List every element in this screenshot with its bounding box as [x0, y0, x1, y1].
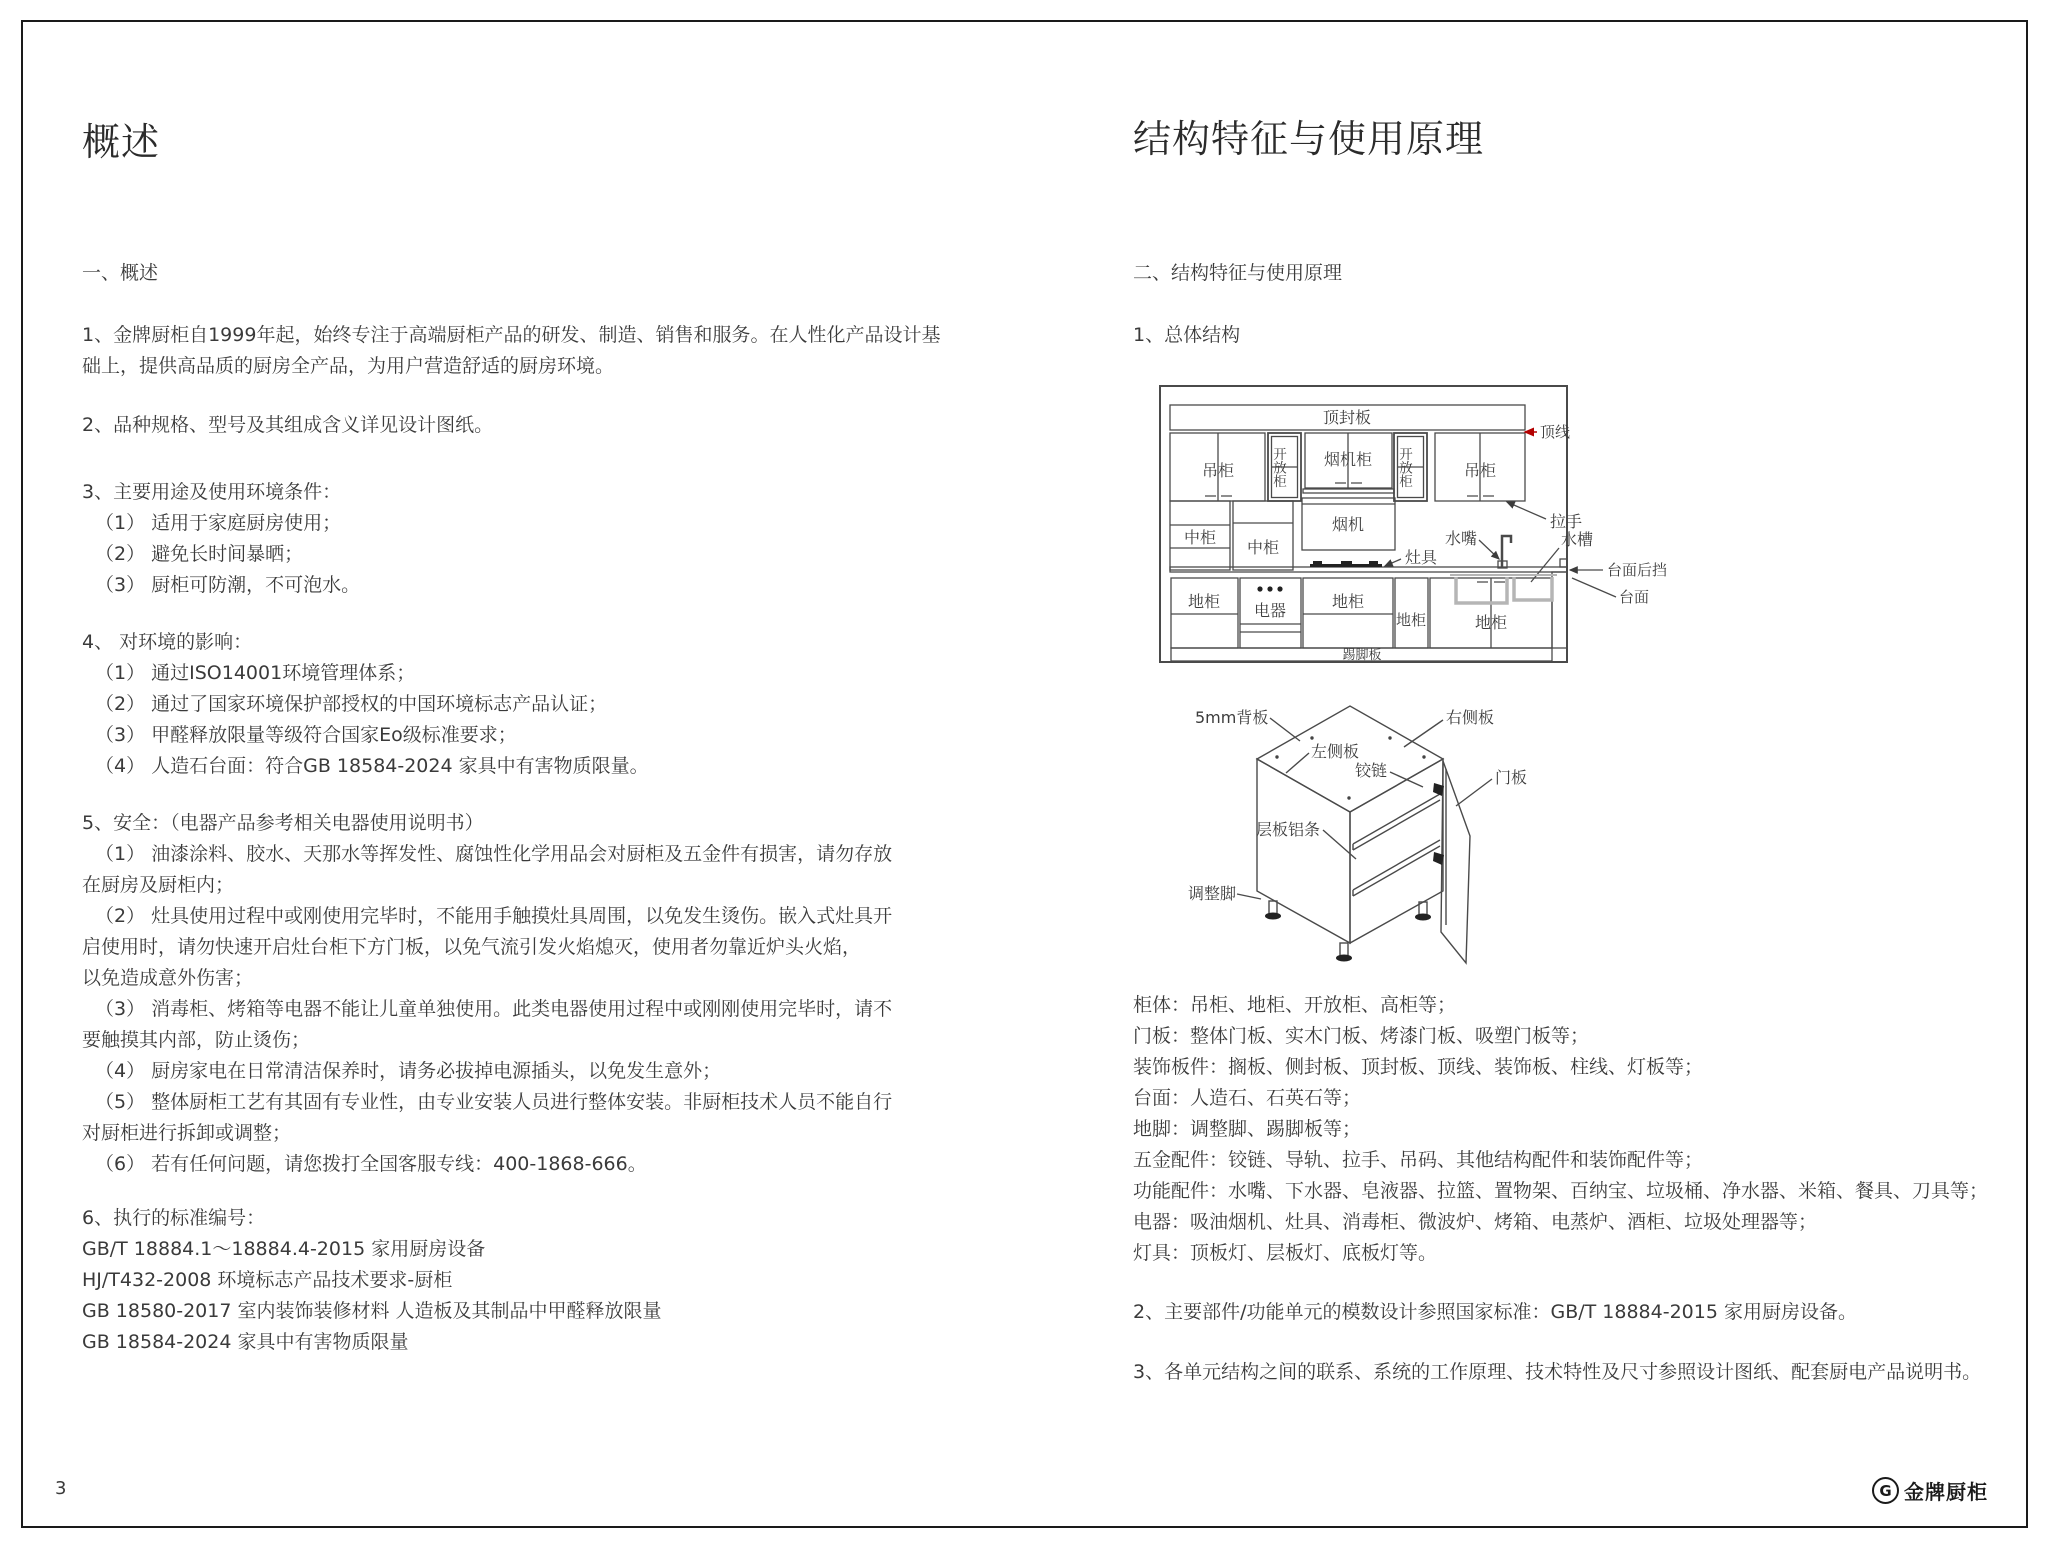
- right-section-heading: 二、结构特征与使用原理: [1133, 262, 1343, 284]
- left-page-title: 概述: [82, 120, 161, 164]
- label-appliance: 电器: [1253, 601, 1287, 620]
- paragraph-line: （6） 若有任何问题，请您拨打全国客服专线：400-1868-666。: [95, 1153, 647, 1175]
- paragraph-line: 对厨柜进行拆卸或调整；: [82, 1122, 292, 1144]
- component-line: 台面：人造石、石英石等；: [1133, 1087, 1362, 1109]
- shelf-strip-leader: [1323, 830, 1356, 859]
- label-counter: 台面: [1619, 588, 1650, 606]
- label-open-cabinet: 开放柜: [1270, 447, 1286, 488]
- standard-line: HJ/T432-2008 环境标志产品技术要求-厨柜: [82, 1269, 453, 1291]
- label-handle: 拉手: [1550, 512, 1583, 531]
- component-line: 电器：吸油烟机、灶具、消毒柜、微波炉、烤箱、电蒸炉、酒柜、垃圾处理器等；: [1133, 1211, 1818, 1233]
- faucet-leader: [1479, 540, 1499, 559]
- paragraph-line: 4、 对环境的影响：: [82, 631, 253, 653]
- paragraph-line: （5） 整体厨柜工艺有其固有专业性，由专业安装人员进行整体安装。非厨柜技术人员不能自行: [95, 1091, 893, 1113]
- paragraph-line: （2） 灶具使用过程中或刚使用完毕时，不能用手触摸灶具周围，以免发生烫伤。嵌入式灶具开: [95, 905, 893, 927]
- paragraph-line: 2、品种规格、型号及其组成含义详见设计图纸。: [82, 414, 494, 436]
- component-line: 地脚：调整脚、踢脚板等；: [1133, 1118, 1362, 1140]
- note-line: 2、主要部件/功能单元的模数设计参照国家标准：GB/T 18884-2015 家用厨房设备。: [1133, 1301, 1857, 1323]
- left-section-heading: 一、概述: [82, 262, 159, 284]
- note-line: 3、各单元结构之间的联系、系统的工作原理、技术特性及尺寸参照设计图纸、配套厨电产品说明书。: [1133, 1361, 1982, 1383]
- page-number: 3: [55, 1478, 67, 1499]
- label-left-panel: 左侧板: [1311, 742, 1360, 761]
- hinge-leader: [1390, 772, 1423, 787]
- label-top-board: 顶封板: [1322, 408, 1372, 427]
- right-sub-heading: 1、总体结构: [1133, 324, 1241, 346]
- paragraph-line: （2） 避免长时间暴晒；: [95, 543, 304, 565]
- component-line: 装饰板件：搁板、侧封板、顶封板、顶线、装饰板、柱线、灯板等；: [1133, 1056, 1704, 1078]
- label-faucet: 水嘴: [1444, 529, 1477, 548]
- label-mid-cabinet: 中柜: [1246, 538, 1280, 557]
- paragraph-line: （1） 通过ISO14001环境管理体系；: [95, 662, 416, 684]
- counter-leader: [1572, 578, 1616, 597]
- label-top-line: 顶线: [1540, 423, 1571, 441]
- label-base-cabinet: 地柜: [1331, 592, 1365, 611]
- label-hinge: 铰链: [1354, 761, 1387, 780]
- paragraph-line: 以免造成意外伤害；: [82, 967, 254, 989]
- cooktop-drawing: [1310, 561, 1382, 567]
- label-hood: 烟机: [1331, 515, 1365, 534]
- label-open-cabinet: 开放柜: [1396, 447, 1412, 488]
- label-door-panel: 门板: [1495, 768, 1528, 787]
- appliance-knobs: [1257, 586, 1282, 591]
- component-line: 五金配件：铰链、导轨、拉手、吊码、其他结构配件和装饰配件等；: [1133, 1149, 1704, 1171]
- component-line: 灯具：顶板灯、层板灯、底板灯等。: [1133, 1242, 1438, 1264]
- paragraph-line: （4） 人造石台面：符合GB 18584-2024 家具中有害物质限量。: [95, 755, 649, 777]
- left-panel-leader: [1286, 753, 1309, 773]
- paragraph-line: 6、执行的标准编号：: [82, 1207, 266, 1229]
- sink-leader: [1531, 548, 1559, 582]
- paragraph-line: 3、主要用途及使用环境条件：: [82, 481, 342, 503]
- back-panel-leader: [1270, 718, 1300, 741]
- kitchen-elevation-diagram: [1155, 383, 1730, 673]
- right-page-title: 结构特征与使用原理: [1133, 117, 1485, 161]
- label-mid-cabinet: 中柜: [1183, 528, 1217, 547]
- label-kick-board: 踢脚板: [1342, 648, 1382, 663]
- component-line: 功能配件：水嘴、下水器、皂液器、拉篮、置物架、百纳宝、垃圾桶、净水器、米箱、餐具、刀具等；: [1133, 1180, 1989, 1202]
- component-line: 门板：整体门板、实木门板、烤漆门板、吸塑门板等；: [1133, 1025, 1590, 1047]
- door-leader: [1456, 779, 1492, 806]
- paragraph-line: （1） 油漆涂料、胶水、天那水等挥发性、腐蚀性化学用品会对厨柜及五金件有损害，请勿存放: [95, 843, 893, 865]
- label-counter-back: 台面后挡: [1607, 561, 1668, 579]
- paragraph-line: （1） 适用于家庭厨房使用；: [95, 512, 342, 534]
- label-base-cabinet: 地柜: [1187, 592, 1221, 611]
- paragraph-line: 础上，提供高品质的厨房全产品，为用户营造舒适的厨房环境。: [82, 355, 615, 377]
- paragraph-line: （3） 消毒柜、烤箱等电器不能让儿童单独使用。此类电器使用过程中或刚刚使用完毕时，请不: [95, 998, 893, 1020]
- label-hood-cabinet: 烟机柜: [1323, 450, 1373, 469]
- label-wall-cabinet: 吊柜: [1201, 461, 1235, 480]
- label-adjust-foot: 调整脚: [1188, 884, 1237, 903]
- right-panel-leader: [1404, 720, 1443, 747]
- label-base-cabinet: 地柜: [1474, 613, 1508, 632]
- standard-line: GB/T 18884.1～18884.4-2015 家用厨房设备: [82, 1238, 486, 1260]
- brand-name: 金牌厨柜: [1904, 1480, 1988, 1504]
- cooktop-leader: [1385, 559, 1401, 566]
- handle-leader: [1507, 502, 1546, 519]
- label-cooktop: 灶具: [1405, 548, 1438, 567]
- paragraph-line: （3） 厨柜可防潮，不可泡水。: [95, 574, 361, 596]
- paragraph-line: （4） 厨房家电在日常清洁保养时，请务必拔掉电源插头，以免发生意外；: [95, 1060, 722, 1082]
- paragraph-line: 要触摸其内部，防止烫伤；: [82, 1029, 311, 1051]
- paragraph-line: 5、安全：（电器产品参考相关电器使用说明书）: [82, 812, 484, 834]
- brand-logo: [1872, 1476, 1988, 1505]
- paragraph-line: （3） 甲醛释放限量等级符合国家Eo级标准要求；: [95, 724, 517, 746]
- label-base-cabinet: 地柜: [1395, 611, 1427, 629]
- brand-g-icon: G: [1872, 1477, 1899, 1504]
- standard-line: GB 18580-2017 室内装饰装修材料 人造板及其制品中甲醛释放限量: [82, 1300, 662, 1322]
- label-shelf-strip: 层板铝条: [1256, 820, 1321, 839]
- base-cabinet-3d-diagram: [1150, 695, 1630, 1010]
- paragraph-line: 1、金牌厨柜自1999年起，始终专注于高端厨柜产品的研发、制造、销售和服务。在人性化产品设计基: [82, 324, 941, 346]
- paragraph-line: 启使用时，请勿快速开启灶台柜下方门板，以免气流引发火焰熄灭，使用者勿靠近炉头火焰，: [82, 936, 862, 958]
- label-back-panel: 5mm背板: [1195, 708, 1269, 727]
- paragraph-line: 在厨房及厨柜内；: [82, 874, 235, 896]
- sink-drawing: [1450, 575, 1557, 603]
- label-right-panel: 右侧板: [1446, 708, 1495, 727]
- label-wall-cabinet: 吊柜: [1463, 461, 1497, 480]
- paragraph-line: （2） 通过了国家环境保护部授权的中国环境标志产品认证；: [95, 693, 608, 715]
- standard-line: GB 18584-2024 家具中有害物质限量: [82, 1331, 409, 1353]
- foot-leader: [1237, 894, 1261, 899]
- component-line: 柜体：吊柜、地柜、开放柜、高柜等；: [1133, 994, 1457, 1016]
- label-sink: 水槽: [1561, 530, 1594, 549]
